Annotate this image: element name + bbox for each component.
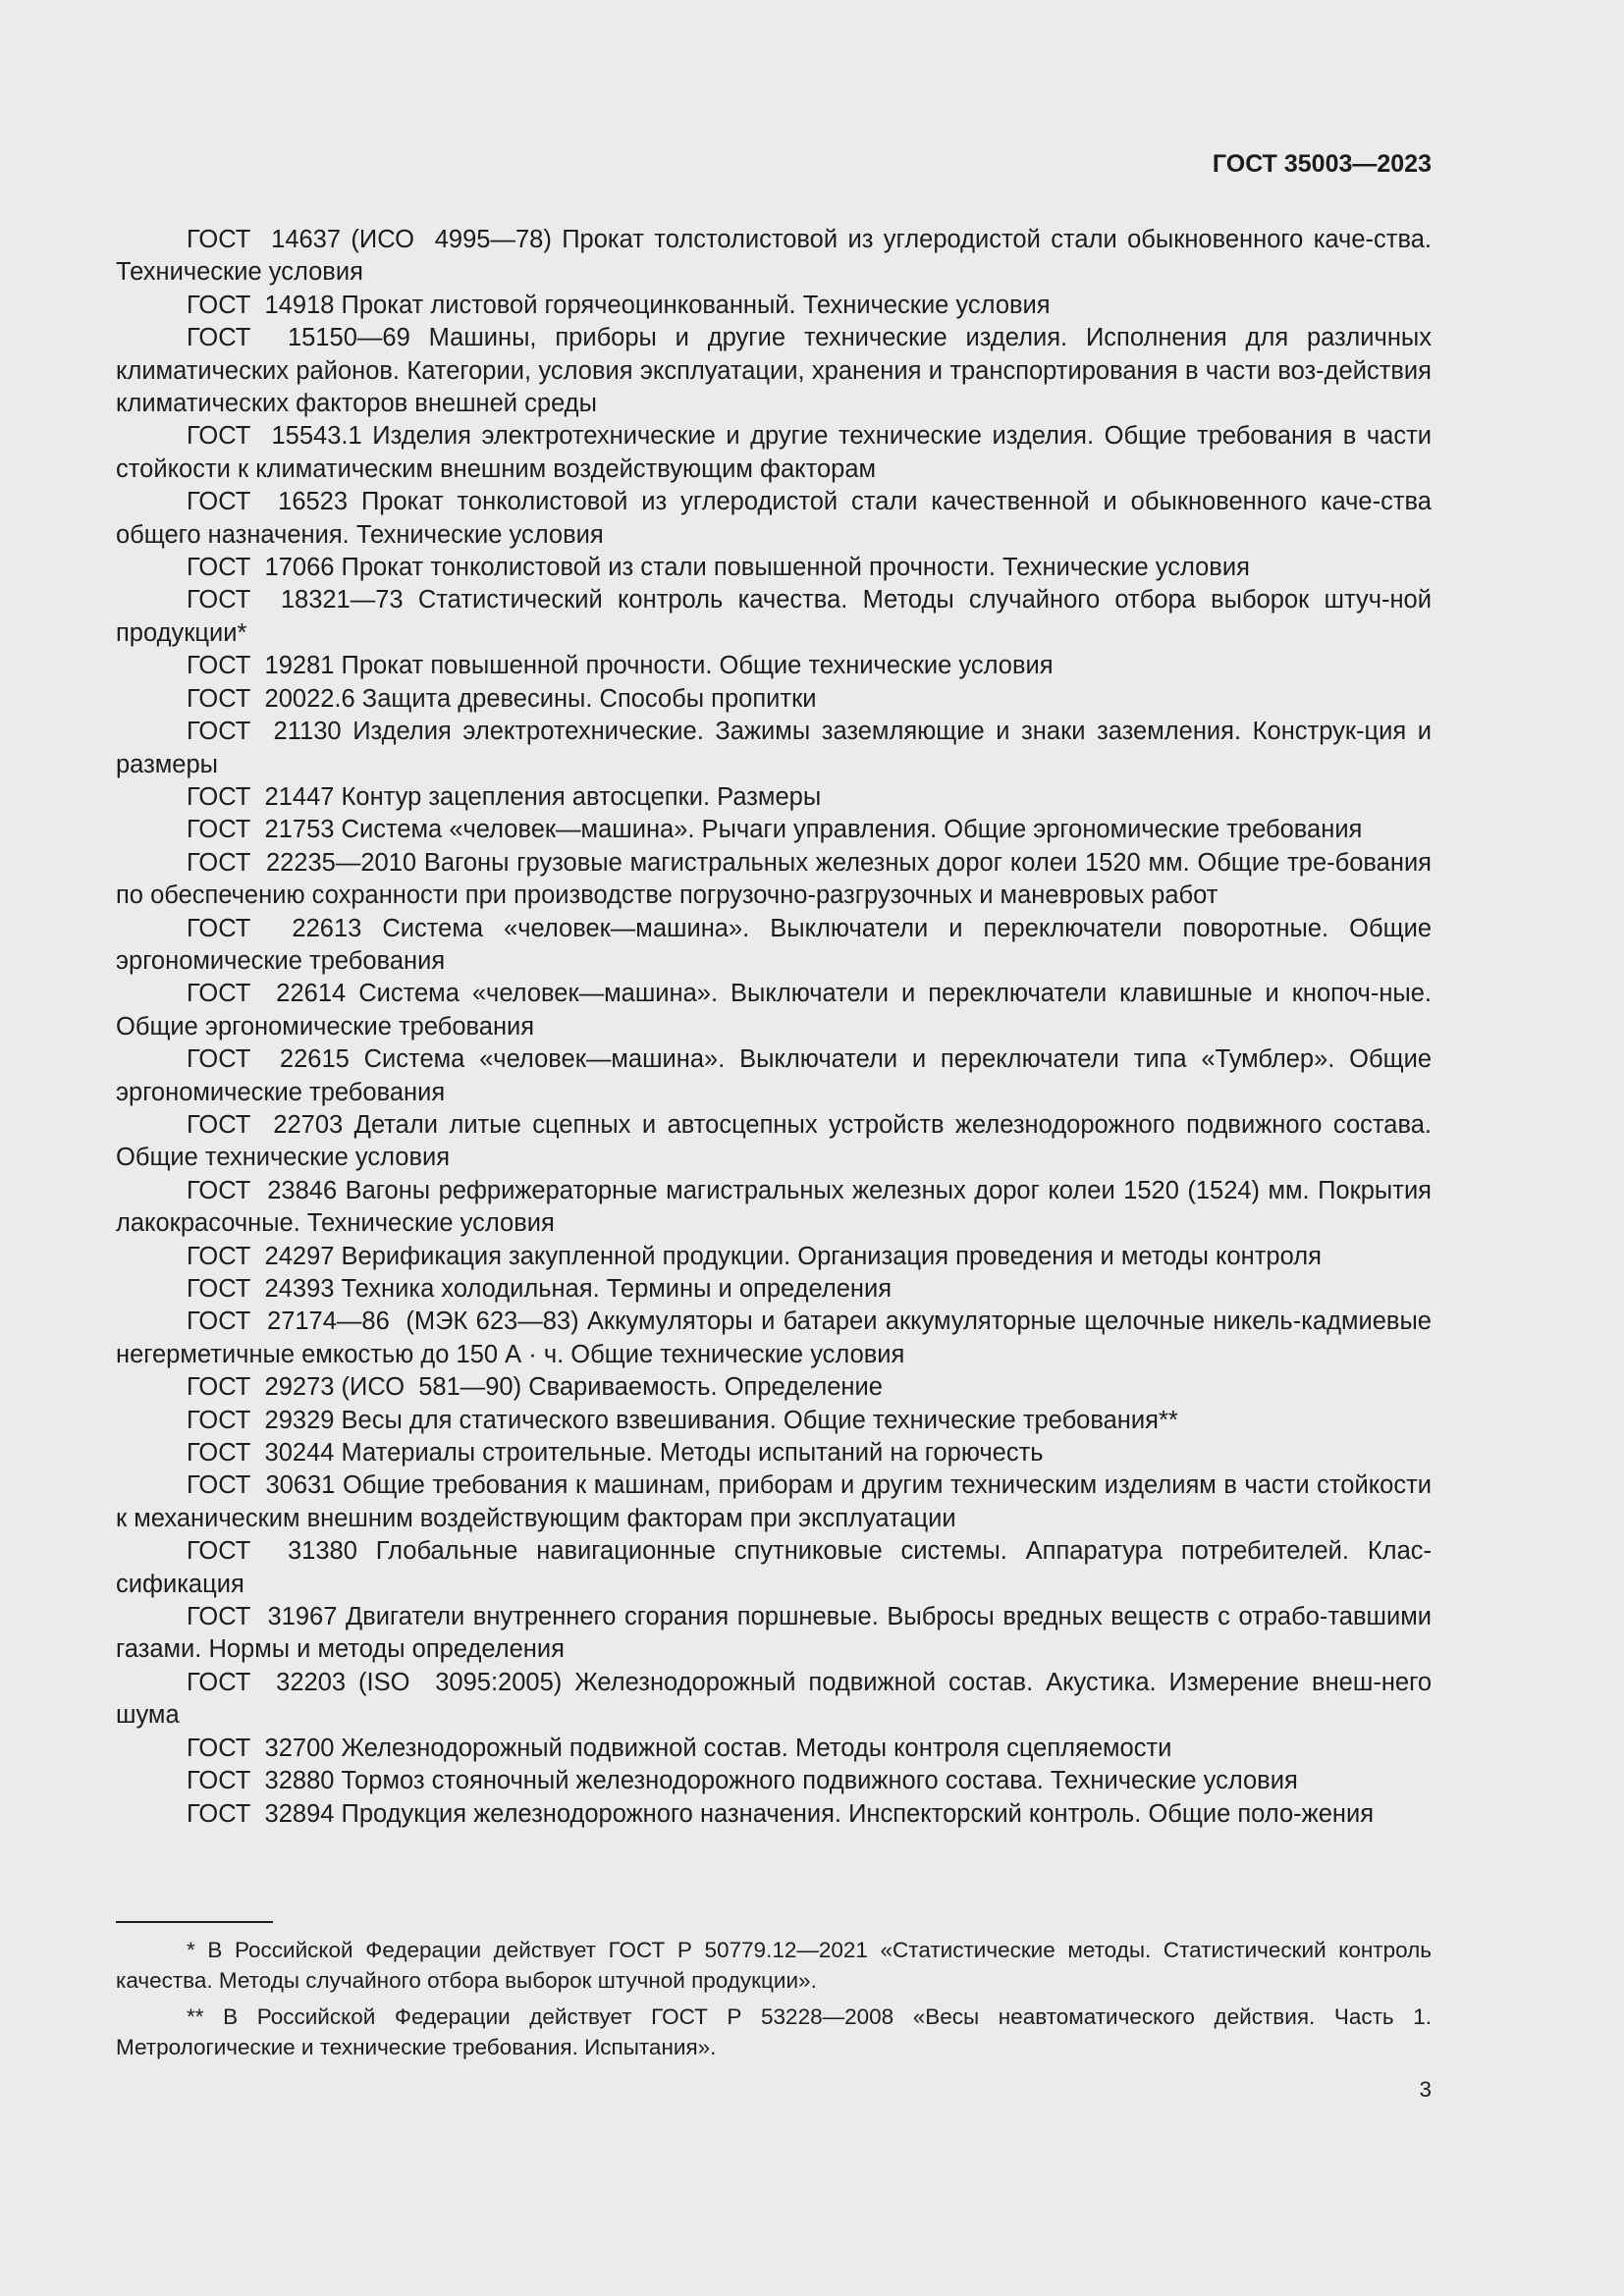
- reference-code: ГОСТ 21753: [187, 816, 335, 844]
- reference-item: [116, 420, 1432, 486]
- reference-item: [116, 1798, 1432, 1831]
- reference-item: [116, 486, 1432, 552]
- reference-title: Система «человек—машина». Выключатели и переключатели типа «Тумблер». Общие эргономические требования: [116, 1045, 1433, 1106]
- reference-code: ГОСТ 15543.1: [187, 422, 362, 451]
- reference-item: [116, 1469, 1432, 1535]
- reference-title: Машины, приборы и другие технические изделия. Исполнения для различных климатических районов. Категории, условия эксплуатации, хранения и транспортирования в части воз-действия климатических факторов внешней среды: [116, 324, 1432, 418]
- reference-title: Верификация закупленной продукции. Организация проведения и методы контроля: [341, 1242, 1322, 1270]
- reference-title: Аккумуляторы и батареи аккумуляторные щелочные никель-кадмиевые негерметичные емкостью до 150 А · ч. Общие технические условия: [116, 1308, 1432, 1368]
- reference-title: Прокат листовой горячеоцинкованный. Технические условия: [341, 291, 1051, 319]
- reference-code: ГОСТ 31380: [187, 1537, 357, 1566]
- reference-code: ГОСТ 18321—73: [187, 586, 404, 614]
- reference-title: Прокат толстолистовой из углеродистой стали обыкновенного каче-ства. Технические условия: [116, 226, 1432, 287]
- reference-title: Система «человек—машина». Выключатели и переключатели поворотные. Общие эргономические требования: [116, 914, 1433, 975]
- reference-code: ГОСТ 14918: [187, 291, 335, 319]
- reference-item: [116, 1043, 1432, 1109]
- reference-item: [116, 1733, 1432, 1765]
- reference-item: [116, 913, 1432, 979]
- reference-item: [116, 716, 1432, 781]
- reference-item: [116, 552, 1432, 584]
- reference-code: ГОСТ 29329: [187, 1406, 335, 1434]
- reference-title: Техника холодильная. Термины и определения: [341, 1275, 893, 1303]
- reference-item: [116, 584, 1432, 650]
- reference-item: [116, 1371, 1432, 1404]
- reference-item: [116, 1601, 1432, 1667]
- reference-title: Вагоны рефрижераторные магистральных железных дорог колеи 1520 (1524) мм. Покрытия лакокрасочные. Технические условия: [116, 1176, 1432, 1238]
- reference-title: Система «человек—машина». Выключатели и переключатели клавишные и кнопоч-ные. Общие эргономические требования: [116, 980, 1433, 1041]
- footnote-item: * В Российской Федерации действует ГОСТ Р 50779.12—2021 «Статистические методы. Статистический контроль качества. Методы случайного отбора выборок штучной продукции».: [116, 1938, 1432, 1993]
- footnotes: [116, 1935, 1432, 2068]
- reference-item: [116, 1405, 1432, 1437]
- reference-code: ГОСТ 32894: [187, 1799, 335, 1828]
- reference-code: ГОСТ 22613: [187, 914, 362, 942]
- reference-item: [116, 978, 1432, 1043]
- reference-code: ГОСТ 32203 (ISO 3095:2005): [187, 1668, 563, 1696]
- reference-item: [116, 1437, 1432, 1469]
- reference-title: Прокат тонколистовой из углеродистой стали качественной и обыкновенного каче-ства общего назначения. Технические условия: [116, 488, 1432, 549]
- reference-title: Продукция железнодорожного назначения. Инспекторский контроль. Общие поло-жения: [341, 1799, 1375, 1828]
- reference-title: Глобальные навигационные спутниковые системы. Аппаратура потребителей. Клас-сификация: [116, 1537, 1432, 1598]
- reference-title: Контур зацепления автосцепки. Размеры: [341, 782, 822, 811]
- reference-item: [116, 847, 1432, 913]
- reference-code: ГОСТ 30631: [187, 1471, 336, 1500]
- reference-title: Вагоны грузовые магистральных железных дорог колеи 1520 мм. Общие тре-бования по обеспечению сохранности при производстве погрузочно-разгрузочных и маневровых работ: [116, 848, 1432, 910]
- normative-references-list: [116, 224, 1432, 1831]
- reference-code: ГОСТ 24393: [187, 1275, 335, 1303]
- reference-item: [116, 1535, 1432, 1601]
- reference-code: ГОСТ 15150—69: [187, 324, 410, 352]
- reference-item: [116, 1273, 1432, 1306]
- reference-title: Статистический контроль качества. Методы случайного отбора выборок штуч-ной продукции*: [116, 586, 1432, 647]
- reference-title: Изделия электротехнические. Зажимы заземляющие и знаки заземления. Конструк-ция и размеры: [116, 718, 1432, 778]
- reference-item: [116, 650, 1432, 682]
- reference-code: ГОСТ 23846: [187, 1176, 338, 1204]
- reference-code: ГОСТ 14637 (ИСО 4995—78): [187, 226, 552, 253]
- reference-item: [116, 1765, 1432, 1797]
- page-number: 3: [1419, 2077, 1432, 2102]
- reference-title: Весы для статического взвешивания. Общие технические требования**: [341, 1406, 1178, 1434]
- document-code-header: ГОСТ 35003—2023: [1212, 150, 1432, 178]
- reference-item: [116, 1667, 1432, 1733]
- reference-title: Прокат повышенной прочности. Общие технические условия: [341, 652, 1054, 680]
- reference-title: Общие требования к машинам, приборам и другим техническим изделиям в части стойкости к механическим внешним воздействующим факторам при эксплуатации: [116, 1471, 1433, 1532]
- reference-title: Система «человек—машина». Рычаги управления. Общие эргономические требования: [341, 816, 1363, 844]
- reference-title: Детали литые сцепных и автосцепных устройств железнодорожного подвижного состава. Общие технические условия: [116, 1110, 1432, 1172]
- reference-code: ГОСТ 22615: [187, 1045, 350, 1074]
- footnote-item: ** В Российской Федерации действует ГОСТ Р 53228—2008 «Весы неавтоматического действия. Часть 1. Метрологические и технические требования. Испытания».: [116, 2004, 1432, 2059]
- reference-item: [116, 1306, 1432, 1371]
- reference-item: [116, 224, 1432, 290]
- reference-title: Тормоз стояночный железнодорожного подвижного состава. Технические условия: [341, 1767, 1298, 1795]
- reference-item: [116, 1109, 1432, 1175]
- reference-code: ГОСТ 20022.6: [187, 684, 355, 713]
- reference-code: ГОСТ 31967: [187, 1603, 338, 1631]
- reference-code: ГОСТ 21447: [187, 782, 335, 811]
- reference-item: [116, 322, 1432, 420]
- reference-title: Изделия электротехнические и другие технические изделия. Общие требования в части стойкости к климатическим внешним воздействующим факторам: [116, 422, 1433, 483]
- reference-code: ГОСТ 32880: [187, 1767, 335, 1795]
- reference-item: [116, 781, 1432, 814]
- reference-item: [116, 290, 1432, 322]
- reference-title: Железнодорожный подвижной состав. Методы контроля сцепляемости: [341, 1734, 1172, 1762]
- reference-code: ГОСТ 24297: [187, 1242, 335, 1270]
- reference-code: ГОСТ 27174—86 (МЭК 623—83): [187, 1308, 579, 1336]
- reference-code: ГОСТ 19281: [187, 652, 335, 680]
- reference-code: ГОСТ 22235—2010: [187, 848, 417, 877]
- reference-code: ГОСТ 22614: [187, 980, 347, 1008]
- reference-code: ГОСТ 21130: [187, 718, 342, 746]
- reference-code: ГОСТ 32700: [187, 1734, 335, 1762]
- reference-title: Железнодорожный подвижной состав. Акустика. Измерение внеш-него шума: [116, 1668, 1433, 1730]
- reference-item: [116, 814, 1432, 846]
- reference-title: Материалы строительные. Методы испытаний на горючесть: [341, 1439, 1044, 1468]
- reference-code: ГОСТ 30244: [187, 1439, 335, 1468]
- reference-code: ГОСТ 16523: [187, 488, 349, 516]
- reference-item: [116, 1175, 1432, 1241]
- reference-title: Свариваемость. Определение: [528, 1373, 883, 1402]
- reference-item: [116, 683, 1432, 716]
- reference-code: ГОСТ 29273 (ИСО 581—90): [187, 1373, 522, 1402]
- reference-code: ГОСТ 22703: [187, 1110, 344, 1139]
- reference-title: Защита древесины. Способы пропитки: [361, 684, 817, 713]
- reference-code: ГОСТ 17066: [187, 554, 335, 582]
- reference-item: [116, 1241, 1432, 1273]
- reference-title: Двигатели внутреннего сгорания поршневые. Выбросы вредных веществ с отрабо-тавшими газами. Нормы и методы определения: [116, 1603, 1432, 1664]
- reference-title: Прокат тонколистовой из стали повышенной прочности. Технические условия: [341, 554, 1250, 582]
- footnote-separator: [116, 1921, 273, 1923]
